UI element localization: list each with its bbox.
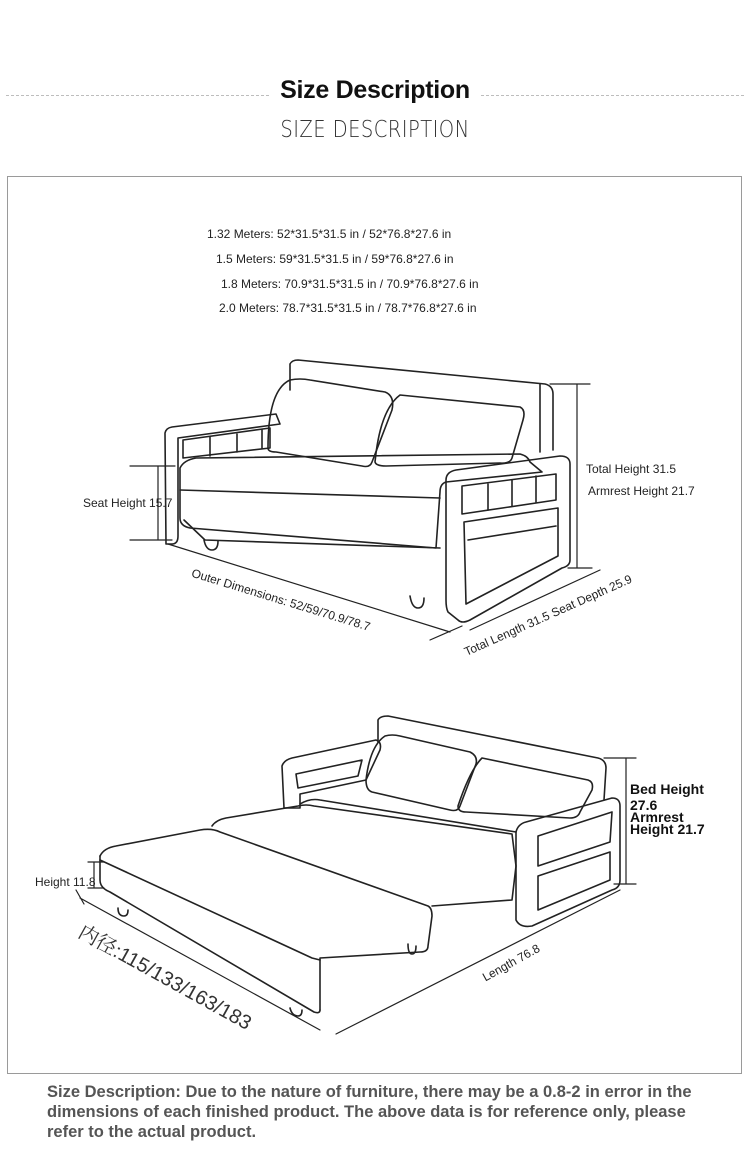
bed-left-arm-inner [296,760,362,788]
label-mattress-height: Height 11.8 [35,875,96,889]
dim-bed-length [336,890,620,1034]
label-armrest-height-bed: Height 21.7 [630,821,705,837]
bed-foot-1 [118,908,128,916]
label-total-height: Total Height 31.5 [586,462,677,476]
sofa-right-arm-rail [468,526,556,540]
spec-line-2: 1.5 Meters: 59*31.5*31.5 in / 59*76.8*27.6 in [216,252,454,266]
label-armrest: Armrest [630,809,684,825]
sofa-left-arm-inner [183,428,270,458]
bed-backrest [378,716,606,800]
dim-outer-length [168,544,462,640]
sofa-right-arm-inner [462,474,556,514]
disclaimer-note: Size Description: Due to the nature of furniture, there may be a 0.8-2 in error in the dimensions of each finished product. The above data is for reference only, please refer to the actual product. [47,1083,692,1141]
label-bed-height-value: 27.6 [630,797,658,813]
label-bed-length: Length 76.8 [480,941,543,985]
label-outer-dimensions: Outer Dimensions: 52/59/70.9/78.7 [189,566,372,634]
label-bed-height: Bed Height [630,781,704,797]
bed-right-arm-inner [538,812,612,866]
bed-right-arm-lower [538,852,610,910]
label-armrest-height: Armrest Height 21.7 [588,484,695,498]
bed-back-section [300,800,516,833]
page-title-text: Size Description [270,76,480,104]
sofa-right-arm-lower [464,508,558,604]
bed-middle-section [212,805,516,906]
spec-line-1: 1.32 Meters: 52*31.5*31.5 in / 52*76.8*27.6 in [207,227,452,241]
spec-line-3: 1.8 Meters: 70.9*31.5*31.5 in / 70.9*76.8*27.6 in [221,277,479,291]
sofa-seat-base [184,520,440,548]
label-seat-height: Seat Height 15.7 [83,496,173,510]
page-subtitle: SIZE DESCRIPTION [280,117,470,143]
sofa-foot-left [204,540,218,550]
label-inner-diameter: 内径:115/133/163/183 [74,921,255,1035]
spec-line-4: 2.0 Meters: 78.7*31.5*31.5 in / 78.7*76.8*27.6 in [219,301,477,315]
label-length-depth: Total Length 31.5 Seat Depth 25.9 [462,571,635,659]
sofa-illustration [130,360,600,640]
sofa-cushion-left [268,379,393,467]
sofa-foot-right [410,596,424,608]
sofa-seat-front [180,490,440,498]
sofa-backrest [290,360,553,450]
